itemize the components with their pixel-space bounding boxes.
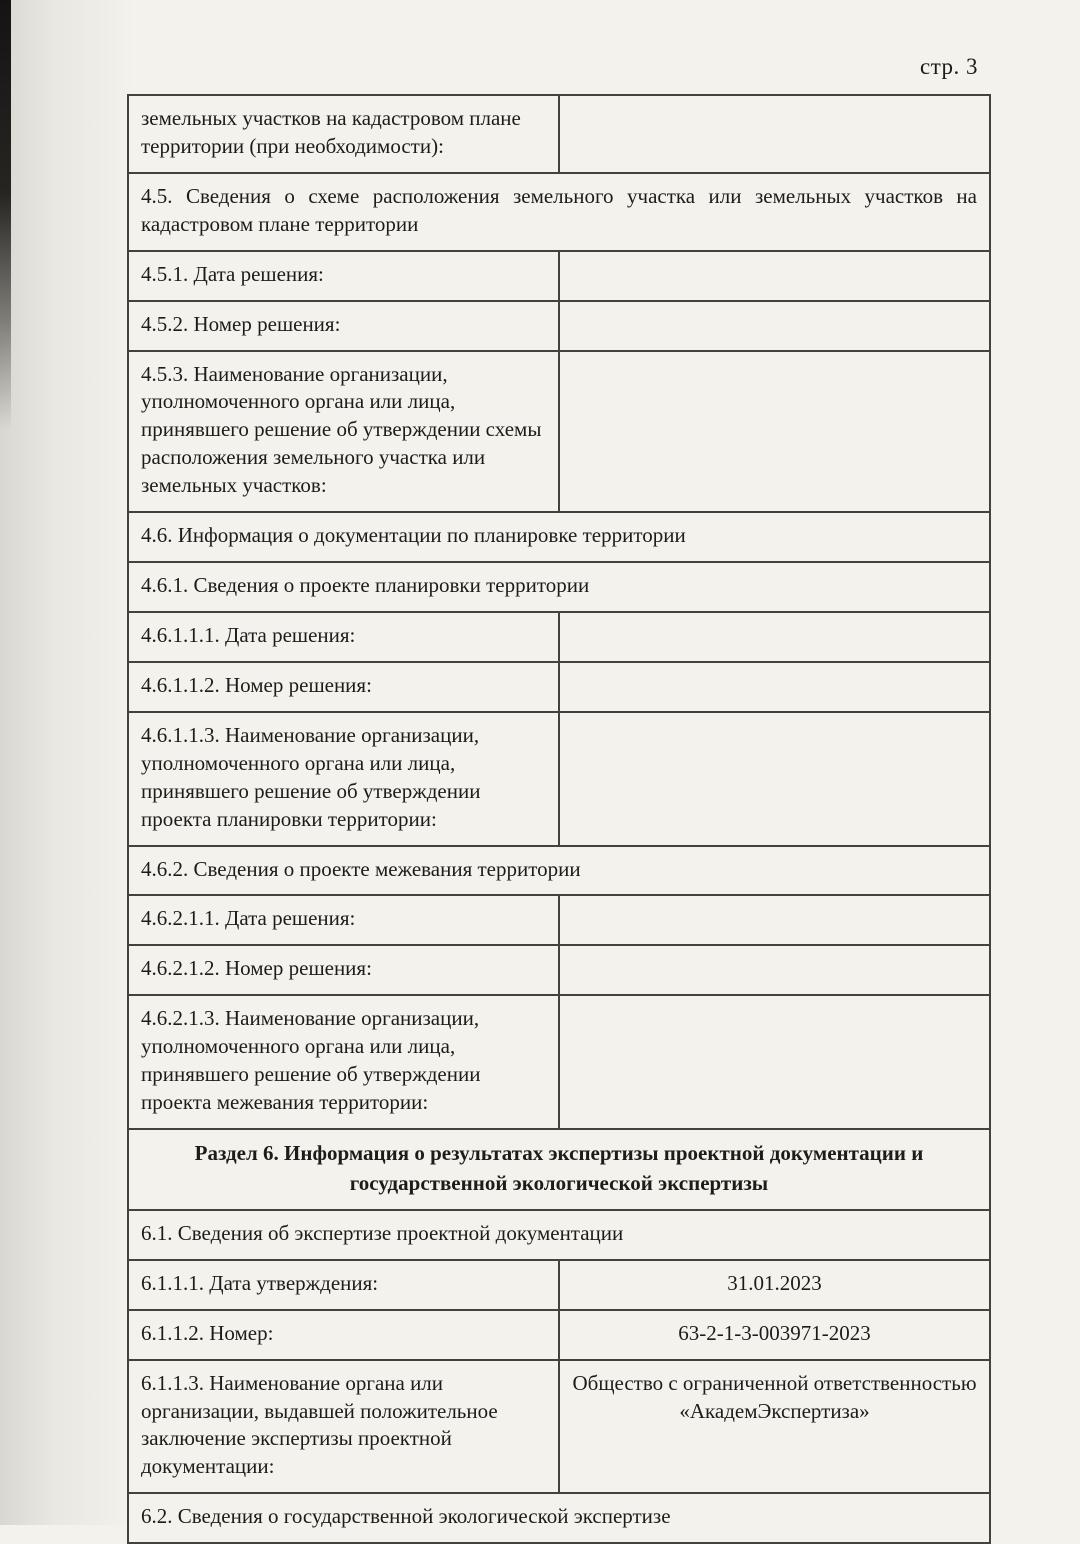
table-row — [128, 95, 990, 173]
table-row — [128, 995, 990, 1129]
table-row — [128, 1210, 990, 1260]
scan-edge-artifact — [0, 0, 11, 430]
row-value-cell — [559, 351, 990, 513]
row-value-cell — [559, 945, 990, 995]
row-value-cell — [559, 712, 990, 846]
row-value-cell: 63-2-1-3-003971-2023 — [559, 1310, 990, 1360]
table-row — [128, 612, 990, 662]
table-row — [128, 662, 990, 712]
table-row — [128, 301, 990, 351]
row-label-cell: 6.1.1.3. Наименование органа или организации, выдавшей положительное заключение экспертизы проектной документации: — [128, 1360, 559, 1494]
row-value-cell — [559, 895, 990, 945]
row-label-cell: 4.6.1.1.2. Номер решения: — [128, 662, 559, 712]
row-value-cell — [559, 251, 990, 301]
row-label-cell: 4.6.2.1.1. Дата решения: — [128, 895, 559, 945]
table-row — [128, 846, 990, 896]
table-row — [128, 351, 990, 513]
scan-margin-shading — [0, 0, 135, 1525]
row-value-cell: 31.01.2023 — [559, 1260, 990, 1310]
section-title-cell: 4.6.2. Сведения о проекте межевания территории — [128, 846, 990, 896]
table-row — [128, 1260, 990, 1310]
row-value-cell — [559, 301, 990, 351]
table-row — [128, 173, 990, 251]
row-label-cell: 4.5.1. Дата решения: — [128, 251, 559, 301]
row-label-cell: 4.6.1.1.3. Наименование организации, уполномоченного органа или лица, принявшего решение об утверждении проекта планировки территории: — [128, 712, 559, 846]
table-row — [128, 712, 990, 846]
table-row — [128, 895, 990, 945]
row-label-cell: 4.6.2.1.2. Номер решения: — [128, 945, 559, 995]
section-title-cell: 6.1. Сведения об экспертизе проектной документации — [128, 1210, 990, 1260]
section-title-cell: 4.5. Сведения о схеме расположения земельного участка или земельных участков на кадастровом плане территории — [128, 173, 990, 251]
section-title-cell: 4.6. Информация о документации по планировке территории — [128, 512, 990, 562]
row-label-cell: 4.6.2.1.3. Наименование организации, уполномоченного органа или лица, принявшего решение об утверждении проекта межевания территории: — [128, 995, 559, 1129]
row-label-cell: 4.6.1.1.1. Дата решения: — [128, 612, 559, 662]
page-number: стр. 3 — [920, 54, 979, 79]
row-value-cell: Общество с ограниченной ответственностью «АкадемЭкспертиза» — [559, 1360, 990, 1494]
table-row — [128, 1360, 990, 1494]
section-title-cell: 4.6.1. Сведения о проекте планировки территории — [128, 562, 990, 612]
section-header-cell: Раздел 6. Информация о результатах экспертизы проектной документации и государственной экологической экспертизы — [128, 1129, 990, 1210]
table-row — [128, 1493, 990, 1543]
row-value-cell — [559, 662, 990, 712]
row-value-cell — [559, 612, 990, 662]
document-table — [127, 94, 991, 1544]
table-row — [128, 512, 990, 562]
section-header-row — [128, 1129, 990, 1210]
table-row — [128, 562, 990, 612]
table-row — [128, 251, 990, 301]
row-label-cell: 6.1.1.1. Дата утверждения: — [128, 1260, 559, 1310]
row-label-cell: 4.5.2. Номер решения: — [128, 301, 559, 351]
row-label-cell: 4.5.3. Наименование организации, уполномоченного органа или лица, принявшего решение об утверждении схемы расположения земельного участка или земельных участков: — [128, 351, 559, 513]
row-label-cell: земельных участков на кадастровом плане территории (при необходимости): — [128, 95, 559, 173]
table-row — [128, 1310, 990, 1360]
row-label-cell: 6.1.1.2. Номер: — [128, 1310, 559, 1360]
row-value-cell — [559, 995, 990, 1129]
section-title-cell: 6.2. Сведения о государственной экологической экспертизе — [128, 1493, 990, 1543]
table-row — [128, 945, 990, 995]
document-table-body — [128, 95, 990, 1543]
row-value-cell — [559, 95, 990, 173]
